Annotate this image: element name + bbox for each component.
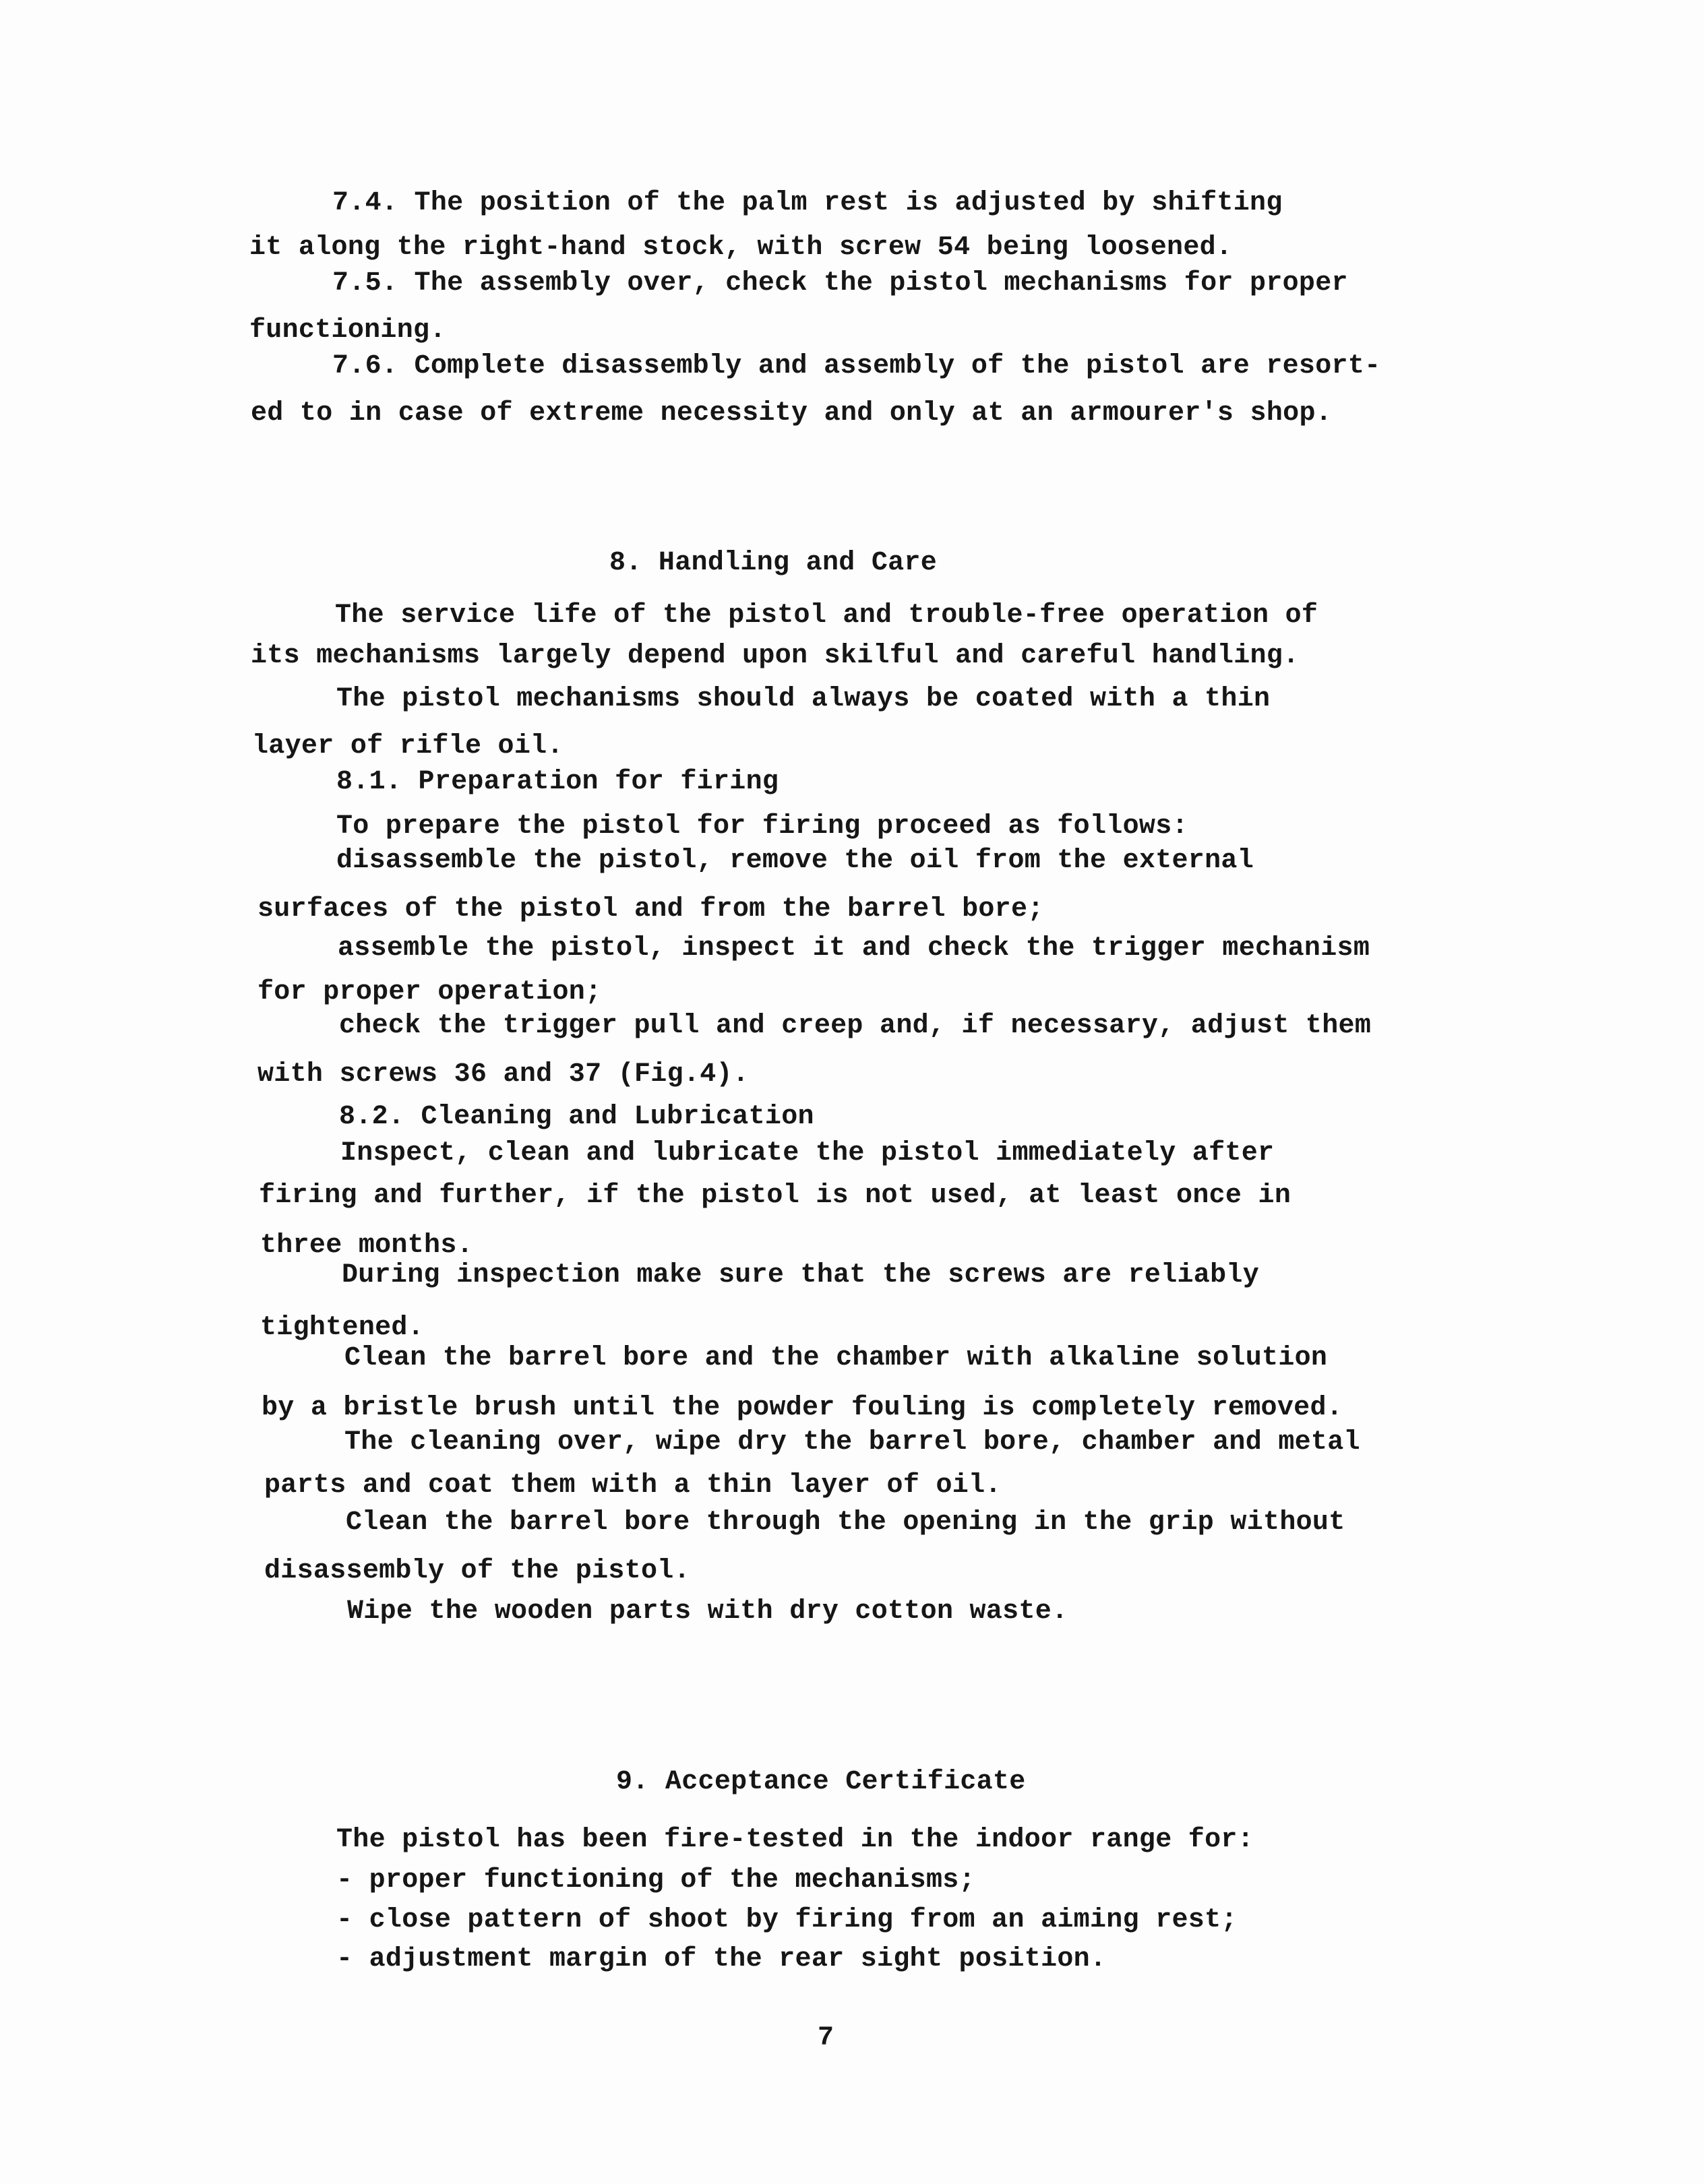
text-line: The cleaning over, wipe dry the barrel bore, chamber and metal (344, 1427, 1360, 1458)
text-line: 7.6. Complete disassembly and assembly of the pistol are resort- (332, 351, 1381, 381)
text-line: 7.4. The position of the palm rest is adjusted by shifting (332, 188, 1283, 218)
text-line: Clean the barrel bore through the opening in the grip without (346, 1507, 1345, 1538)
text-line: check the trigger pull and creep and, if necessary, adjust them (339, 1011, 1372, 1041)
text-line: it along the right-hand stock, with screw 54 being loosened. (249, 232, 1233, 263)
text-line: firing and further, if the pistol is not used, at least once in (259, 1181, 1291, 1211)
text-line: Inspect, clean and lubricate the pistol immediately after (340, 1138, 1275, 1168)
section-heading: 8. Handling and Care (609, 548, 938, 578)
text-line: The pistol has been fire-tested in the indoor range for: (336, 1825, 1254, 1855)
text-line: tightened. (260, 1313, 425, 1343)
text-line: - close pattern of shoot by firing from an aiming rest; (336, 1905, 1238, 1935)
text-line: layer of rifle oil. (252, 731, 564, 761)
text-line: disassemble the pistol, remove the oil from the external (336, 846, 1254, 876)
section-heading: 9. Acceptance Certificate (616, 1767, 1026, 1797)
text-line: for proper operation; (257, 977, 602, 1007)
text-line: Clean the barrel bore and the chamber with alkaline solution (344, 1343, 1328, 1373)
text-line: The pistol mechanisms should always be coated with a thin (336, 684, 1271, 714)
text-line: disassembly of the pistol. (264, 1556, 690, 1586)
text-line: ed to in case of extreme necessity and only at an armourer's shop. (251, 398, 1333, 429)
text-line: To prepare the pistol for firing proceed as follows: (336, 811, 1188, 842)
text-line: by a bristle brush until the powder fouling is completely removed. (262, 1393, 1343, 1423)
page-number: 7 (818, 2023, 834, 2053)
text-line: - proper functioning of the mechanisms; (336, 1865, 975, 1896)
text-line: functioning. (249, 315, 446, 346)
text-line: assemble the pistol, inspect it and check the trigger mechanism (338, 933, 1370, 964)
text-line: surfaces of the pistol and from the barrel bore; (257, 894, 1044, 925)
text-line: - adjustment margin of the rear sight position. (336, 1944, 1107, 1974)
text-line: 7.5. The assembly over, check the pistol mechanisms for proper (332, 268, 1348, 299)
text-line: Wipe the wooden parts with dry cotton waste. (347, 1596, 1068, 1627)
text-line: 8.1. Preparation for firing (336, 767, 779, 797)
text-line: parts and coat them with a thin layer of oil. (264, 1470, 1002, 1501)
text-line: three months. (260, 1230, 473, 1261)
text-line: The service life of the pistol and trouble-free operation of (335, 600, 1318, 631)
text-line: During inspection make sure that the screws are reliably (342, 1260, 1260, 1290)
text-line: with screws 36 and 37 (Fig.4). (257, 1059, 750, 1090)
text-line: its mechanisms largely depend upon skilful and careful handling. (251, 641, 1300, 671)
text-line: 8.2. Cleaning and Lubrication (339, 1102, 814, 1132)
